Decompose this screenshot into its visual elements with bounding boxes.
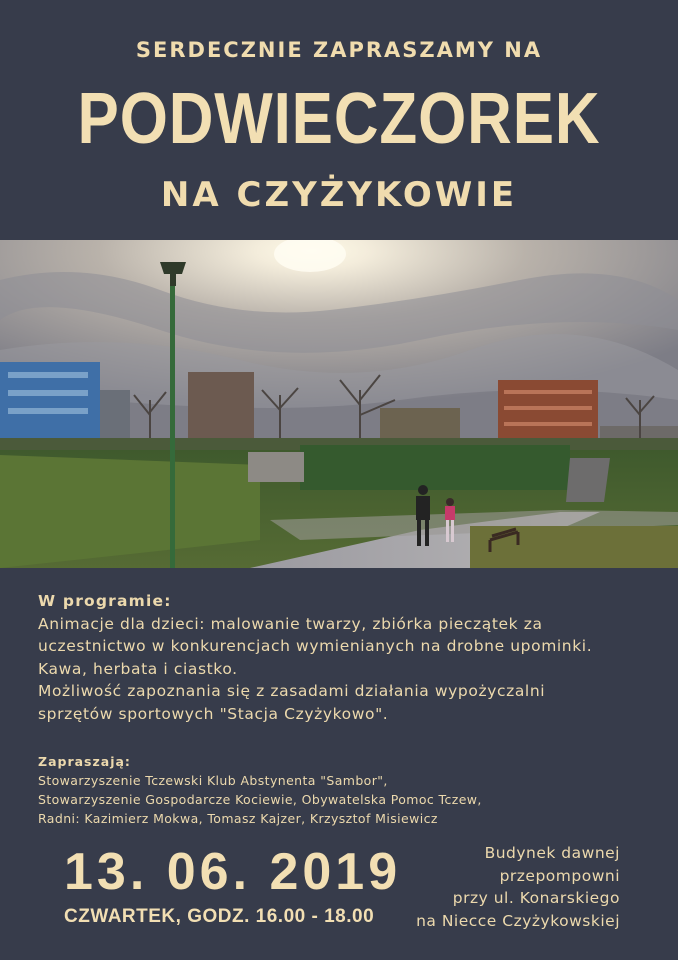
poster-header [0, 0, 678, 240]
location-subtitle: NA CZYŻYKOWIE [160, 175, 518, 215]
program-line: uczestnictwo w konkurencjach wymienianych na drobne upominki. [38, 637, 593, 656]
program-heading: W programie: [38, 592, 172, 610]
venue-line: przepompowni [499, 866, 620, 885]
event-date: 13. 06. 2019 [64, 843, 402, 901]
invitation-line: SERDECZNIE ZAPRASZAMY NA [135, 38, 543, 62]
program-line: Animacje dla dzieci: malowanie twarzy, zbiórka pieczątek za [38, 614, 543, 633]
venue-address [360, 842, 620, 932]
program-line: Możliwość zapoznania się z zasadami działania wypożyczalni [38, 682, 546, 701]
event-time: CZWARTEK, GODZ. 16.00 - 18.00 [64, 906, 375, 927]
organizers-section [38, 752, 598, 828]
park-photo [0, 240, 678, 568]
event-title: PODWIECZOREK [77, 79, 601, 159]
organizers-heading: Zapraszają: [38, 754, 131, 769]
venue-line: na Niecce Czyżykowskiej [416, 911, 620, 930]
venue-line: Budynek dawnej [484, 844, 620, 862]
organizers-line: Stowarzyszenie Tczewski Klub Abstynenta "Sambor", [38, 773, 388, 788]
program-line: Kawa, herbata i ciastko. [38, 659, 238, 678]
venue-line: przy ul. Konarskiego [452, 889, 620, 907]
program-line: sprzętów sportowych "Stacja Czyżykowo". [38, 704, 389, 723]
program-section [38, 590, 658, 726]
organizers-line: Stowarzyszenie Gospodarcze Kociewie, Obywatelska Pomoc Tczew, [38, 792, 482, 807]
organizers-line: Radni: Kazimierz Mokwa, Tomasz Kajzer, Krzysztof Misiewicz [38, 811, 438, 826]
